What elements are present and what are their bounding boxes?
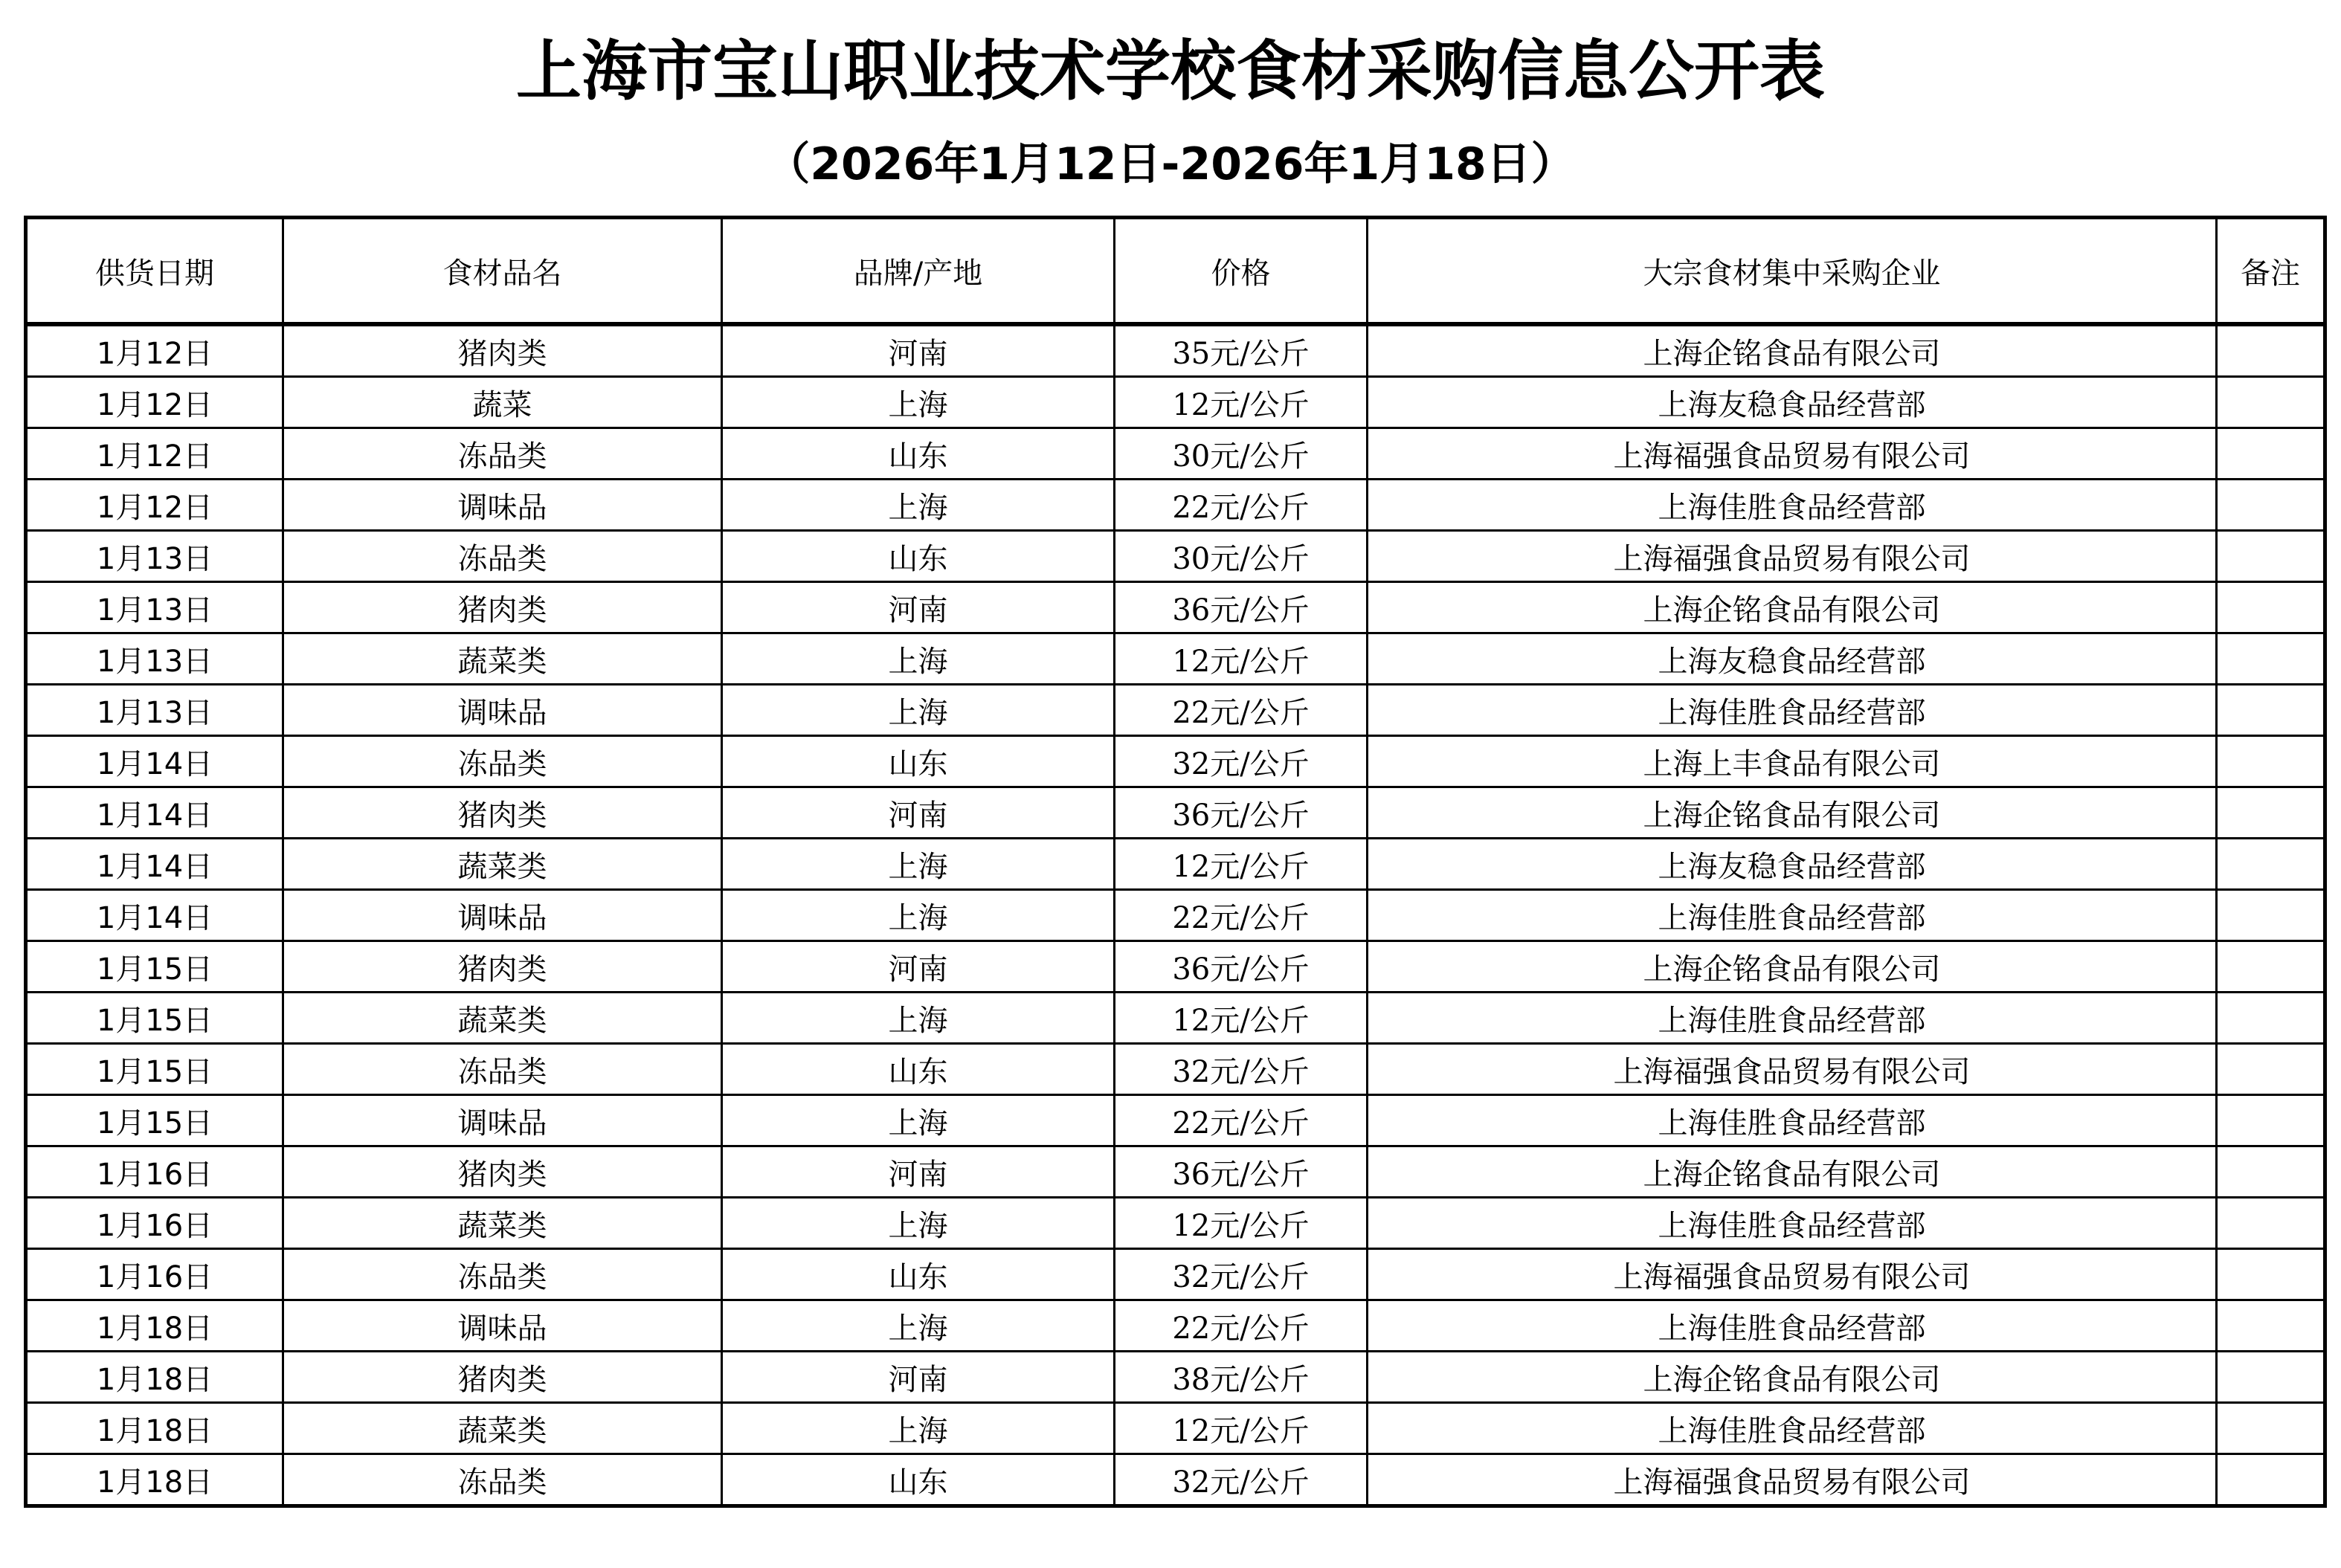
cell-item-name: 调味品 bbox=[283, 1300, 722, 1352]
date-range-subtitle: （2026年1月12日-2026年1月18日） bbox=[765, 138, 1576, 190]
header-supply-date: 供货日期 bbox=[26, 218, 283, 325]
table-row bbox=[26, 1095, 2325, 1146]
header-supplier: 大宗食材集中采购企业 bbox=[1368, 218, 2217, 325]
cell-brand-origin: 上海 bbox=[722, 377, 1115, 428]
cell-supply-date: 1月13日 bbox=[26, 531, 283, 582]
cell-price: 12元/公斤 bbox=[1115, 1198, 1368, 1249]
cell-item-name: 调味品 bbox=[283, 1095, 722, 1146]
cell-item-name: 冻品类 bbox=[283, 531, 722, 582]
cell-note bbox=[2217, 428, 2325, 480]
cell-supply-date: 1月18日 bbox=[26, 1300, 283, 1352]
cell-supplier: 上海福强食品贸易有限公司 bbox=[1368, 1044, 2217, 1095]
cell-item-name: 冻品类 bbox=[283, 1249, 722, 1300]
cell-price: 38元/公斤 bbox=[1115, 1352, 1368, 1403]
cell-note bbox=[2217, 890, 2325, 941]
table-row bbox=[26, 787, 2325, 839]
cell-price: 32元/公斤 bbox=[1115, 1454, 1368, 1506]
cell-supplier: 上海企铭食品有限公司 bbox=[1368, 941, 2217, 993]
cell-note bbox=[2217, 480, 2325, 531]
cell-price: 22元/公斤 bbox=[1115, 1300, 1368, 1352]
cell-item-name: 蔬菜类 bbox=[283, 633, 722, 685]
cell-brand-origin: 河南 bbox=[722, 582, 1115, 633]
cell-brand-origin: 上海 bbox=[722, 1095, 1115, 1146]
cell-note bbox=[2217, 1352, 2325, 1403]
cell-supply-date: 1月12日 bbox=[26, 324, 283, 377]
cell-supplier: 上海佳胜食品经营部 bbox=[1368, 480, 2217, 531]
cell-note bbox=[2217, 582, 2325, 633]
cell-supply-date: 1月15日 bbox=[26, 993, 283, 1044]
cell-note bbox=[2217, 685, 2325, 736]
cell-brand-origin: 上海 bbox=[722, 685, 1115, 736]
cell-note bbox=[2217, 633, 2325, 685]
cell-supplier: 上海福强食品贸易有限公司 bbox=[1368, 531, 2217, 582]
cell-price: 36元/公斤 bbox=[1115, 941, 1368, 993]
cell-supply-date: 1月15日 bbox=[26, 1095, 283, 1146]
cell-supply-date: 1月13日 bbox=[26, 582, 283, 633]
cell-price: 32元/公斤 bbox=[1115, 1249, 1368, 1300]
table-row bbox=[26, 736, 2325, 787]
cell-supplier: 上海企铭食品有限公司 bbox=[1368, 1146, 2217, 1198]
cell-brand-origin: 上海 bbox=[722, 480, 1115, 531]
cell-item-name: 冻品类 bbox=[283, 736, 722, 787]
table-row bbox=[26, 324, 2325, 377]
cell-supplier: 上海佳胜食品经营部 bbox=[1368, 993, 2217, 1044]
table-row bbox=[26, 1198, 2325, 1249]
header-note: 备注 bbox=[2217, 218, 2325, 325]
cell-brand-origin: 上海 bbox=[722, 839, 1115, 890]
cell-item-name: 猪肉类 bbox=[283, 787, 722, 839]
cell-supplier: 上海友稳食品经营部 bbox=[1368, 633, 2217, 685]
cell-note bbox=[2217, 324, 2325, 377]
cell-supply-date: 1月12日 bbox=[26, 480, 283, 531]
cell-note bbox=[2217, 1044, 2325, 1095]
cell-price: 32元/公斤 bbox=[1115, 1044, 1368, 1095]
cell-supplier: 上海福强食品贸易有限公司 bbox=[1368, 428, 2217, 480]
cell-item-name: 蔬菜 bbox=[283, 377, 722, 428]
cell-price: 12元/公斤 bbox=[1115, 633, 1368, 685]
procurement-table bbox=[24, 216, 2327, 1508]
table-row bbox=[26, 582, 2325, 633]
cell-item-name: 猪肉类 bbox=[283, 324, 722, 377]
cell-brand-origin: 上海 bbox=[722, 890, 1115, 941]
cell-price: 12元/公斤 bbox=[1115, 839, 1368, 890]
header-price: 价格 bbox=[1115, 218, 1368, 325]
cell-note bbox=[2217, 787, 2325, 839]
cell-price: 22元/公斤 bbox=[1115, 1095, 1368, 1146]
cell-item-name: 猪肉类 bbox=[283, 1352, 722, 1403]
cell-brand-origin: 上海 bbox=[722, 633, 1115, 685]
cell-brand-origin: 上海 bbox=[722, 1300, 1115, 1352]
cell-brand-origin: 上海 bbox=[722, 993, 1115, 1044]
table-row bbox=[26, 428, 2325, 480]
cell-brand-origin: 河南 bbox=[722, 324, 1115, 377]
table-row bbox=[26, 890, 2325, 941]
table-row bbox=[26, 633, 2325, 685]
cell-item-name: 调味品 bbox=[283, 890, 722, 941]
cell-note bbox=[2217, 839, 2325, 890]
cell-item-name: 蔬菜类 bbox=[283, 1198, 722, 1249]
table-row bbox=[26, 993, 2325, 1044]
cell-supply-date: 1月18日 bbox=[26, 1454, 283, 1506]
header-item-name: 食材品名 bbox=[283, 218, 722, 325]
cell-price: 22元/公斤 bbox=[1115, 685, 1368, 736]
cell-supply-date: 1月16日 bbox=[26, 1249, 283, 1300]
cell-supplier: 上海佳胜食品经营部 bbox=[1368, 1095, 2217, 1146]
cell-item-name: 猪肉类 bbox=[283, 941, 722, 993]
cell-note bbox=[2217, 1454, 2325, 1506]
cell-note bbox=[2217, 1300, 2325, 1352]
cell-note bbox=[2217, 736, 2325, 787]
cell-supplier: 上海企铭食品有限公司 bbox=[1368, 787, 2217, 839]
cell-item-name: 蔬菜类 bbox=[283, 993, 722, 1044]
cell-supplier: 上海佳胜食品经营部 bbox=[1368, 685, 2217, 736]
cell-brand-origin: 山东 bbox=[722, 531, 1115, 582]
cell-supplier: 上海佳胜食品经营部 bbox=[1368, 1300, 2217, 1352]
cell-supply-date: 1月18日 bbox=[26, 1352, 283, 1403]
cell-supplier: 上海企铭食品有限公司 bbox=[1368, 582, 2217, 633]
cell-price: 32元/公斤 bbox=[1115, 736, 1368, 787]
cell-note bbox=[2217, 1198, 2325, 1249]
table-row bbox=[26, 531, 2325, 582]
cell-price: 36元/公斤 bbox=[1115, 787, 1368, 839]
cell-brand-origin: 河南 bbox=[722, 787, 1115, 839]
table-row bbox=[26, 1300, 2325, 1352]
header-row bbox=[26, 218, 2325, 325]
table-row bbox=[26, 1146, 2325, 1198]
cell-supply-date: 1月13日 bbox=[26, 685, 283, 736]
table-row bbox=[26, 1249, 2325, 1300]
cell-brand-origin: 上海 bbox=[722, 1403, 1115, 1454]
cell-supply-date: 1月14日 bbox=[26, 839, 283, 890]
cell-item-name: 蔬菜类 bbox=[283, 1403, 722, 1454]
cell-supply-date: 1月14日 bbox=[26, 890, 283, 941]
cell-price: 35元/公斤 bbox=[1115, 324, 1368, 377]
cell-supplier: 上海企铭食品有限公司 bbox=[1368, 324, 2217, 377]
cell-supply-date: 1月15日 bbox=[26, 1044, 283, 1095]
cell-brand-origin: 河南 bbox=[722, 1146, 1115, 1198]
cell-item-name: 冻品类 bbox=[283, 1044, 722, 1095]
cell-supplier: 上海友稳食品经营部 bbox=[1368, 839, 2217, 890]
cell-note bbox=[2217, 1249, 2325, 1300]
cell-item-name: 冻品类 bbox=[283, 1454, 722, 1506]
cell-item-name: 猪肉类 bbox=[283, 582, 722, 633]
cell-price: 12元/公斤 bbox=[1115, 1403, 1368, 1454]
cell-brand-origin: 山东 bbox=[722, 428, 1115, 480]
cell-price: 36元/公斤 bbox=[1115, 582, 1368, 633]
cell-note bbox=[2217, 941, 2325, 993]
cell-supplier: 上海佳胜食品经营部 bbox=[1368, 890, 2217, 941]
table-row bbox=[26, 1454, 2325, 1506]
cell-brand-origin: 山东 bbox=[722, 1454, 1115, 1506]
cell-supply-date: 1月12日 bbox=[26, 377, 283, 428]
cell-brand-origin: 河南 bbox=[722, 1352, 1115, 1403]
cell-supply-date: 1月12日 bbox=[26, 428, 283, 480]
cell-brand-origin: 山东 bbox=[722, 1249, 1115, 1300]
table-row bbox=[26, 1403, 2325, 1454]
table-row bbox=[26, 685, 2325, 736]
cell-item-name: 蔬菜类 bbox=[283, 839, 722, 890]
cell-price: 30元/公斤 bbox=[1115, 531, 1368, 582]
cell-item-name: 猪肉类 bbox=[283, 1146, 722, 1198]
table-row bbox=[26, 839, 2325, 890]
cell-item-name: 调味品 bbox=[283, 685, 722, 736]
cell-supplier: 上海上丰食品有限公司 bbox=[1368, 736, 2217, 787]
cell-supply-date: 1月14日 bbox=[26, 787, 283, 839]
cell-price: 22元/公斤 bbox=[1115, 480, 1368, 531]
cell-brand-origin: 河南 bbox=[722, 941, 1115, 993]
cell-supply-date: 1月18日 bbox=[26, 1403, 283, 1454]
cell-price: 22元/公斤 bbox=[1115, 890, 1368, 941]
cell-item-name: 冻品类 bbox=[283, 428, 722, 480]
cell-supplier: 上海福强食品贸易有限公司 bbox=[1368, 1454, 2217, 1506]
cell-brand-origin: 山东 bbox=[722, 736, 1115, 787]
cell-note bbox=[2217, 993, 2325, 1044]
cell-supply-date: 1月16日 bbox=[26, 1198, 283, 1249]
cell-supply-date: 1月16日 bbox=[26, 1146, 283, 1198]
table-row bbox=[26, 1352, 2325, 1403]
cell-note bbox=[2217, 1403, 2325, 1454]
cell-note bbox=[2217, 1095, 2325, 1146]
cell-note bbox=[2217, 1146, 2325, 1198]
table-row bbox=[26, 1044, 2325, 1095]
header-brand-origin: 品牌/产地 bbox=[722, 218, 1115, 325]
cell-brand-origin: 上海 bbox=[722, 1198, 1115, 1249]
table-row bbox=[26, 480, 2325, 531]
cell-price: 36元/公斤 bbox=[1115, 1146, 1368, 1198]
cell-item-name: 调味品 bbox=[283, 480, 722, 531]
cell-supply-date: 1月15日 bbox=[26, 941, 283, 993]
cell-price: 12元/公斤 bbox=[1115, 377, 1368, 428]
cell-supplier: 上海佳胜食品经营部 bbox=[1368, 1198, 2217, 1249]
table-row bbox=[26, 377, 2325, 428]
cell-note bbox=[2217, 377, 2325, 428]
cell-brand-origin: 山东 bbox=[722, 1044, 1115, 1095]
cell-supply-date: 1月13日 bbox=[26, 633, 283, 685]
cell-supplier: 上海佳胜食品经营部 bbox=[1368, 1403, 2217, 1454]
cell-supplier: 上海企铭食品有限公司 bbox=[1368, 1352, 2217, 1403]
cell-note bbox=[2217, 531, 2325, 582]
cell-supplier: 上海友稳食品经营部 bbox=[1368, 377, 2217, 428]
cell-price: 12元/公斤 bbox=[1115, 993, 1368, 1044]
table-row bbox=[26, 941, 2325, 993]
document-title: 上海市宝山职业技术学校食材采购信息公开表 bbox=[515, 33, 1825, 109]
cell-supplier: 上海福强食品贸易有限公司 bbox=[1368, 1249, 2217, 1300]
cell-supply-date: 1月14日 bbox=[26, 736, 283, 787]
cell-price: 30元/公斤 bbox=[1115, 428, 1368, 480]
